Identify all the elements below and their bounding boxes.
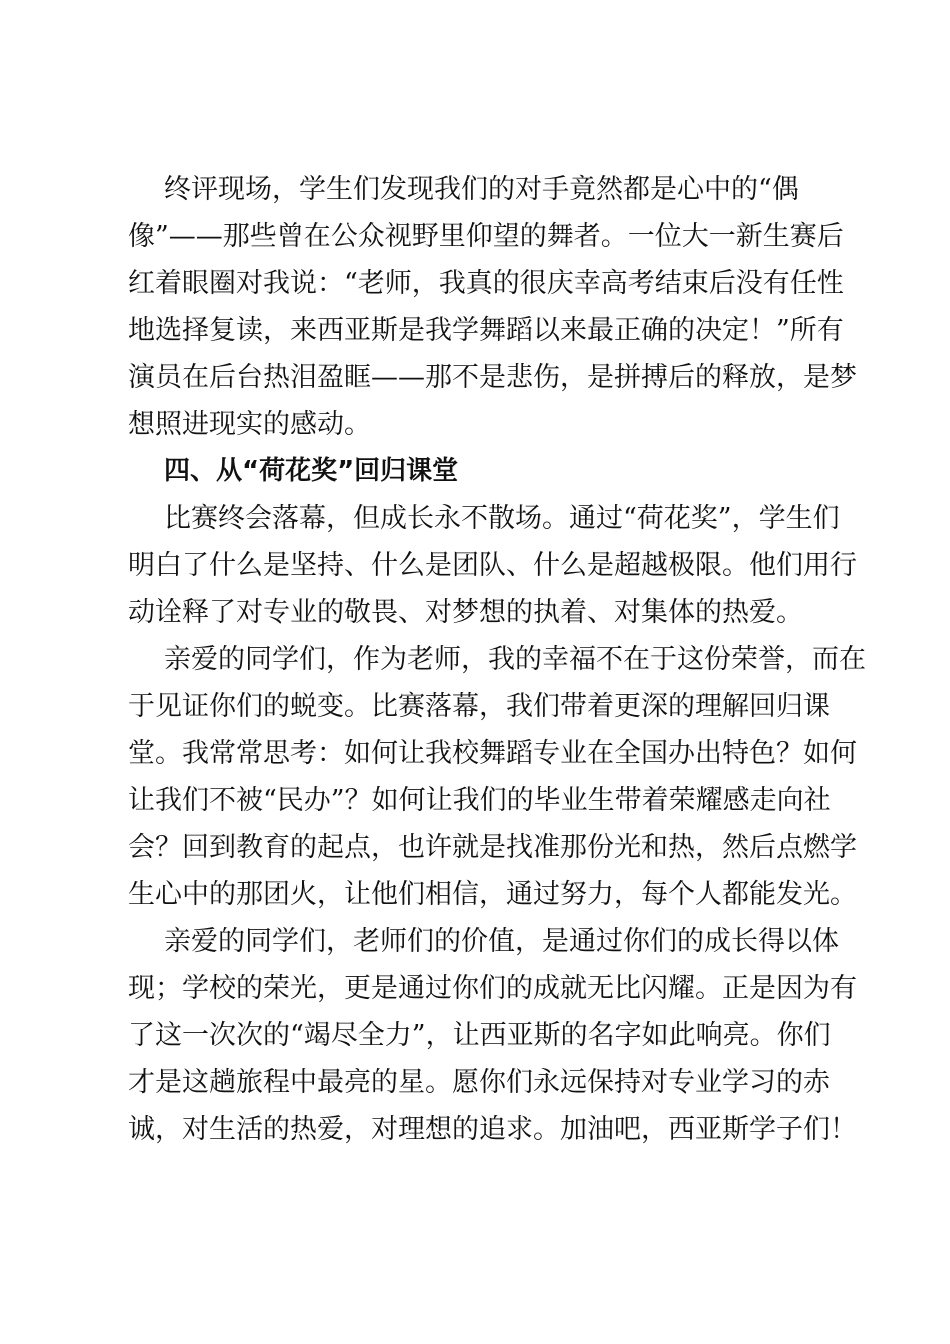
paragraph-final-review [128,166,857,448]
text-line: 像”——那些曾在公众视野里仰望的舞者。一位大一新生赛后 [128,221,844,252]
text-line: 于见证你们的蜕变。比赛落幕，我们带着更深的理解回归课 [128,691,830,722]
text-line: 终评现场，学生们发现我们的对手竟然都是心中的“偶 [164,174,799,205]
text-line: 亲爱的同学们，老师们的价值，是通过你们的成长得以体 [164,926,839,957]
text-line: 比赛终会落幕，但成长永不散场。通过“荷花奖”，学生们 [164,503,840,534]
text-line: 让我们不被“民办”？如何让我们的毕业生带着荣耀感走向社 [128,785,831,816]
text-line: 演员在后台热泪盈眶——那不是悲伤，是拼搏后的释放，是梦 [128,362,857,393]
text-line: 想照进现实的感动。 [128,409,371,440]
text-line: 生心中的那团火，让他们相信，通过努力，每个人都能发光。 [128,879,857,910]
text-line: 明白了什么是坚持、什么是团队、什么是超越极限。他们用行 [128,550,857,581]
document-body [128,166,866,1153]
text-line: 现；学校的荣光，更是通过你们的成就无比闪耀。正是因为有 [128,973,857,1004]
text-line: 红着眼圈对我说：“老师，我真的很庆幸高考结束后没有任性 [128,268,844,299]
paragraph-dear-students-1 [128,636,866,918]
text-line: 会？回到教育的起点，也许就是找准那份光和热，然后点燃学 [128,832,857,863]
paragraph-competition-ends [128,495,857,636]
text-line: 动诠释了对专业的敬畏、对梦想的执着、对集体的热爱。 [128,597,803,628]
text-line: 堂。我常常思考：如何让我校舞蹈专业在全国办出特色？如何 [128,738,857,769]
section-heading: 四、从“荷花奖”回归课堂 [164,456,459,486]
text-line: 诚，对生活的热爱，对理想的追求。加油吧，西亚斯学子们！ [128,1114,857,1145]
paragraph-dear-students-2 [128,918,857,1153]
text-line: 才是这趟旅程中最亮的星。愿你们永远保持对专业学习的赤 [128,1067,830,1098]
text-line: 亲爱的同学们，作为老师，我的幸福不在于这份荣誉，而在 [164,644,866,675]
text-line: 地选择复读，来西亚斯是我学舞蹈以来最正确的决定！”所有 [128,315,844,346]
text-line: 了这一次次的“竭尽全力”，让西亚斯的名字如此响亮。你们 [128,1020,831,1051]
